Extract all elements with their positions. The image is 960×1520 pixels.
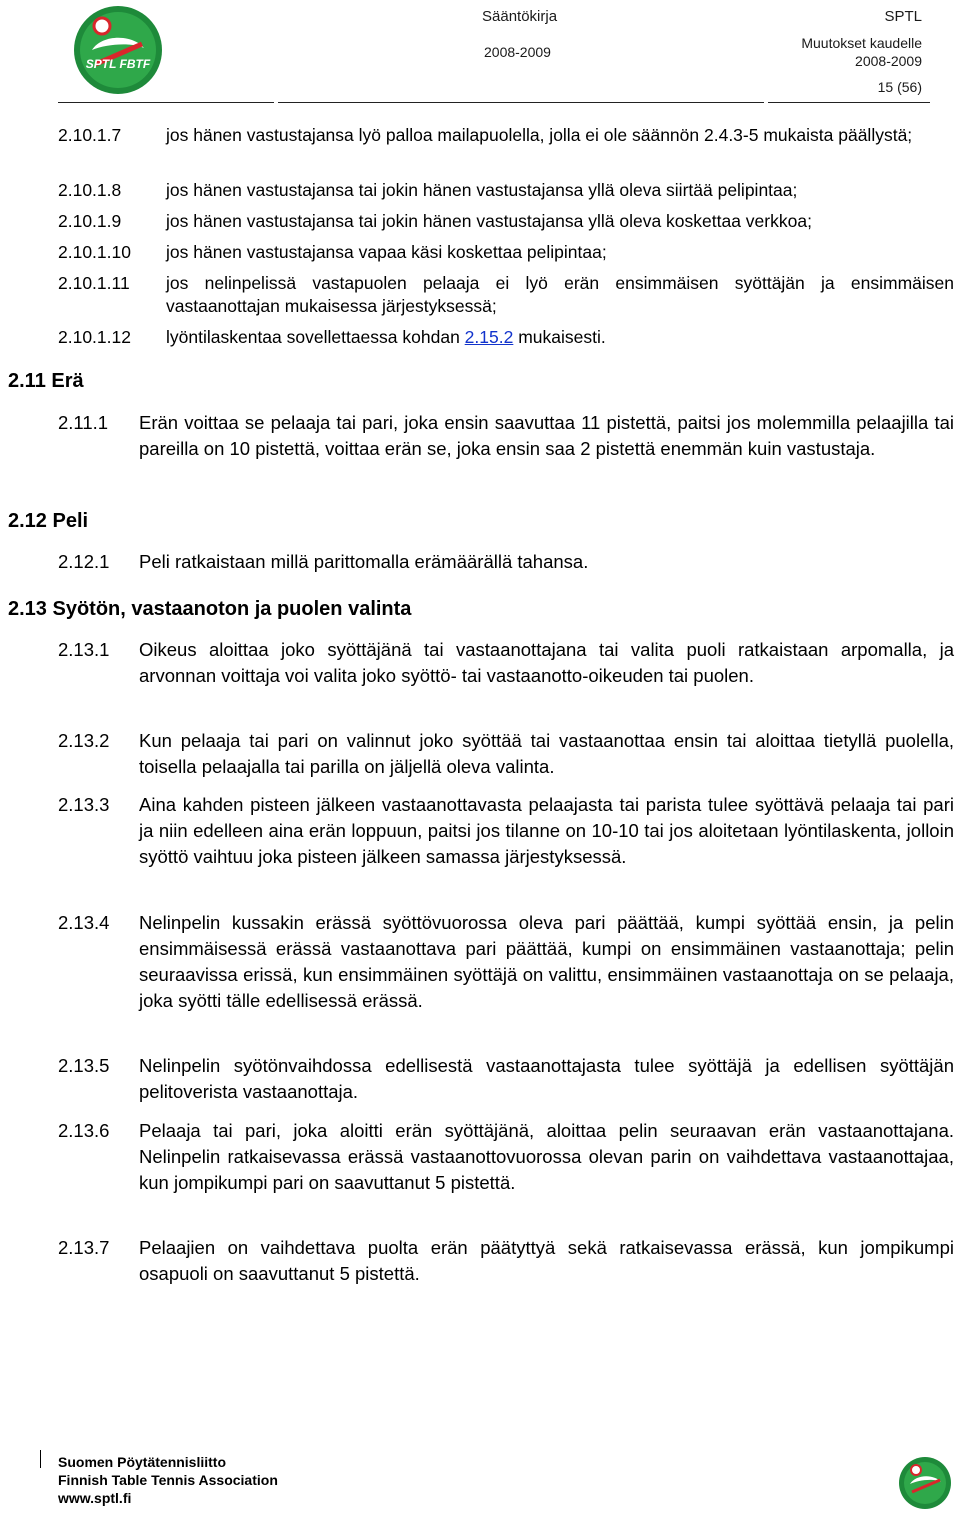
header-rule-left <box>58 102 274 103</box>
footer-org-en: Finnish Table Tennis Association <box>58 1472 278 1488</box>
section-heading-2-13: 2.13 Syötön, vastaanoton ja puolen valinta <box>8 598 412 620</box>
item-text <box>166 326 954 349</box>
item-number: 2.10.1.8 <box>58 180 122 200</box>
item-number: 2.13.7 <box>58 1237 110 1258</box>
item-text: jos nelinpelissä vastapuolen pelaaja ei lyö erän ensimmäisen syöttäjän ja ensimmäisen vastaanottajan mukaisessa järjestyksessä; <box>166 273 954 316</box>
header-rule-right <box>768 102 930 103</box>
item-text: Oikeus aloittaa joko syöttäjänä tai vastaanottajana tai valita puoli ratkaistaan arpomalla, ja arvonnan voittaja voi valita joko syöttö- tai vastaanotto-oikeuden tai puolen. <box>139 639 954 686</box>
section-heading-2-11: 2.11 Erä <box>8 370 84 392</box>
footer-website-link[interactable]: www.sptl.fi <box>58 1490 132 1506</box>
list-item <box>58 210 954 234</box>
footer-org-fi: Suomen Pöytätennisliitto <box>58 1454 227 1470</box>
section-heading-2-12: 2.12 Peli <box>8 510 89 532</box>
list-item <box>58 549 954 575</box>
item-number: 2.13.5 <box>58 1055 110 1076</box>
item-text-before: lyöntilaskentaa sovellettaessa kohdan <box>166 327 465 347</box>
item-number: 2.13.2 <box>58 730 110 751</box>
item-number: 2.11.1 <box>58 412 109 433</box>
item-text: Aina kahden pisteen jälkeen vastaanottavasta pelaajasta tai parista tulee syöttävä pelaaja tai pari ja niin edelleen aina erän loppuun, paitsi jos tilanne on 10-10 tai jos aloitetaan lyöntilaskenta, jolloin syöttö vaihtuu joka pisteen jälkeen samassa järjestyksessä. <box>139 794 954 867</box>
item-text: Erän voittaa se pelaaja tai pari, joka ensin saavuttaa 11 pistettä, paitsi jos molemmilla pelaajilla tai pareilla on 10 pistettä, voittaa erän se, joka ensin saa 2 pistettä enemmän kuin vastustaja. <box>139 412 954 459</box>
list-item <box>58 1235 954 1287</box>
item-number: 2.10.1.7 <box>58 125 122 145</box>
item-number: 2.12.1 <box>58 551 110 572</box>
item-text-after: mukaisesti. <box>513 327 606 347</box>
item-text: Pelaajien on vaihdettava puolta erän päätyttyä sekä ratkaisevassa erässä, kun jompikumpi osapuoli on saavuttanut 5 pistettä. <box>139 1237 954 1284</box>
item-text: jos hänen vastustajansa tai jokin hänen vastustajansa yllä oleva koskettaa verkkoa; <box>166 211 812 231</box>
sptl-logo-icon <box>72 4 164 96</box>
list-item <box>58 410 954 490</box>
list-item <box>58 241 954 265</box>
list-item <box>58 124 954 172</box>
list-item <box>58 728 954 780</box>
page-number: 15 (56) <box>877 79 922 95</box>
item-number: 2.13.1 <box>58 639 110 660</box>
changes-note-line2: 2008-2009 <box>855 53 922 69</box>
list-item <box>58 1053 954 1105</box>
item-number: 2.10.1.9 <box>58 211 122 231</box>
item-text: Nelinpelin kussakin erässä syöttövuorossa oleva pari päättää, kumpi syöttää ensin, ja pelin ensimmäisessä erässä vastaanottava pari päättää, kumpi on ensimmäinen vastaanottaja; pelin seuraavissa erissä, kun ensimmäinen syöttäjä on valittu, ensimmäinen vastaanottaja on se pelaaja, joka syötti tälle edellisessä erässä. <box>139 912 954 1011</box>
item-text: Peli ratkaistaan millä parittomalla erämäärällä tahansa. <box>139 551 589 572</box>
organization-abbr: SPTL <box>884 8 922 25</box>
list-item <box>58 910 954 1040</box>
item-number: 2.10.1.11 <box>58 273 130 293</box>
item-text: jos hänen vastustajansa lyö palloa mailapuolella, jolla ei ole säännön 2.4.3-5 mukaista päällystä; <box>166 125 913 145</box>
svg-text:SPTL FBTF: SPTL FBTF <box>85 57 151 71</box>
changes-note <box>801 34 922 70</box>
item-text: Nelinpelin syötönvaihdossa edellisestä vastaanottajasta tulee syöttäjä ja edellisen syöttäjän pelitoverista vastaanottaja. <box>139 1055 954 1102</box>
list-item <box>58 1118 954 1222</box>
document-title: Sääntökirja <box>482 8 558 25</box>
item-text: Pelaaja tai pari, joka aloitti erän syöttäjänä, aloittaa pelin seuraavan erän vastaanottajana. Nelinpelin ratkaisevassa erässä vastaanottovuorossa olevan parin on vaihdettava vastaanottajaa, kun jompikumpi pari on saavuttanut 5 pistettä. <box>139 1120 954 1193</box>
rule-reference-link[interactable]: 2.15.2 <box>464 327 514 347</box>
item-text: jos hänen vastustajansa vapaa käsi koskettaa pelipintaa; <box>166 242 607 262</box>
logo <box>72 4 164 96</box>
list-item <box>58 326 954 350</box>
item-number: 2.13.3 <box>58 794 110 815</box>
item-number: 2.10.1.12 <box>58 327 131 347</box>
sptl-logo-small-icon <box>898 1456 952 1510</box>
footer-logo <box>898 1456 952 1510</box>
item-number: 2.13.4 <box>58 912 110 933</box>
changes-note-line1: Muutokset kaudelle <box>801 35 922 51</box>
item-text: Kun pelaaja tai pari on valinnut joko syöttää tai vastaanottaa ensin tai aloittaa tietyllä puolella, toisella pelaajalla tai parilla on jäljellä oleva valinta. <box>139 730 954 777</box>
document-season: 2008-2009 <box>484 44 551 60</box>
list-item <box>58 792 954 896</box>
item-number: 2.10.1.10 <box>58 242 131 262</box>
list-item <box>58 637 954 715</box>
item-number: 2.13.6 <box>58 1120 110 1141</box>
list-item <box>58 179 954 203</box>
item-text: jos hänen vastustajansa tai jokin hänen vastustajansa yllä oleva siirtää pelipintaa; <box>166 180 798 200</box>
footer-marker <box>40 1450 41 1468</box>
header-rule-middle <box>278 102 764 103</box>
list-item <box>58 272 954 320</box>
